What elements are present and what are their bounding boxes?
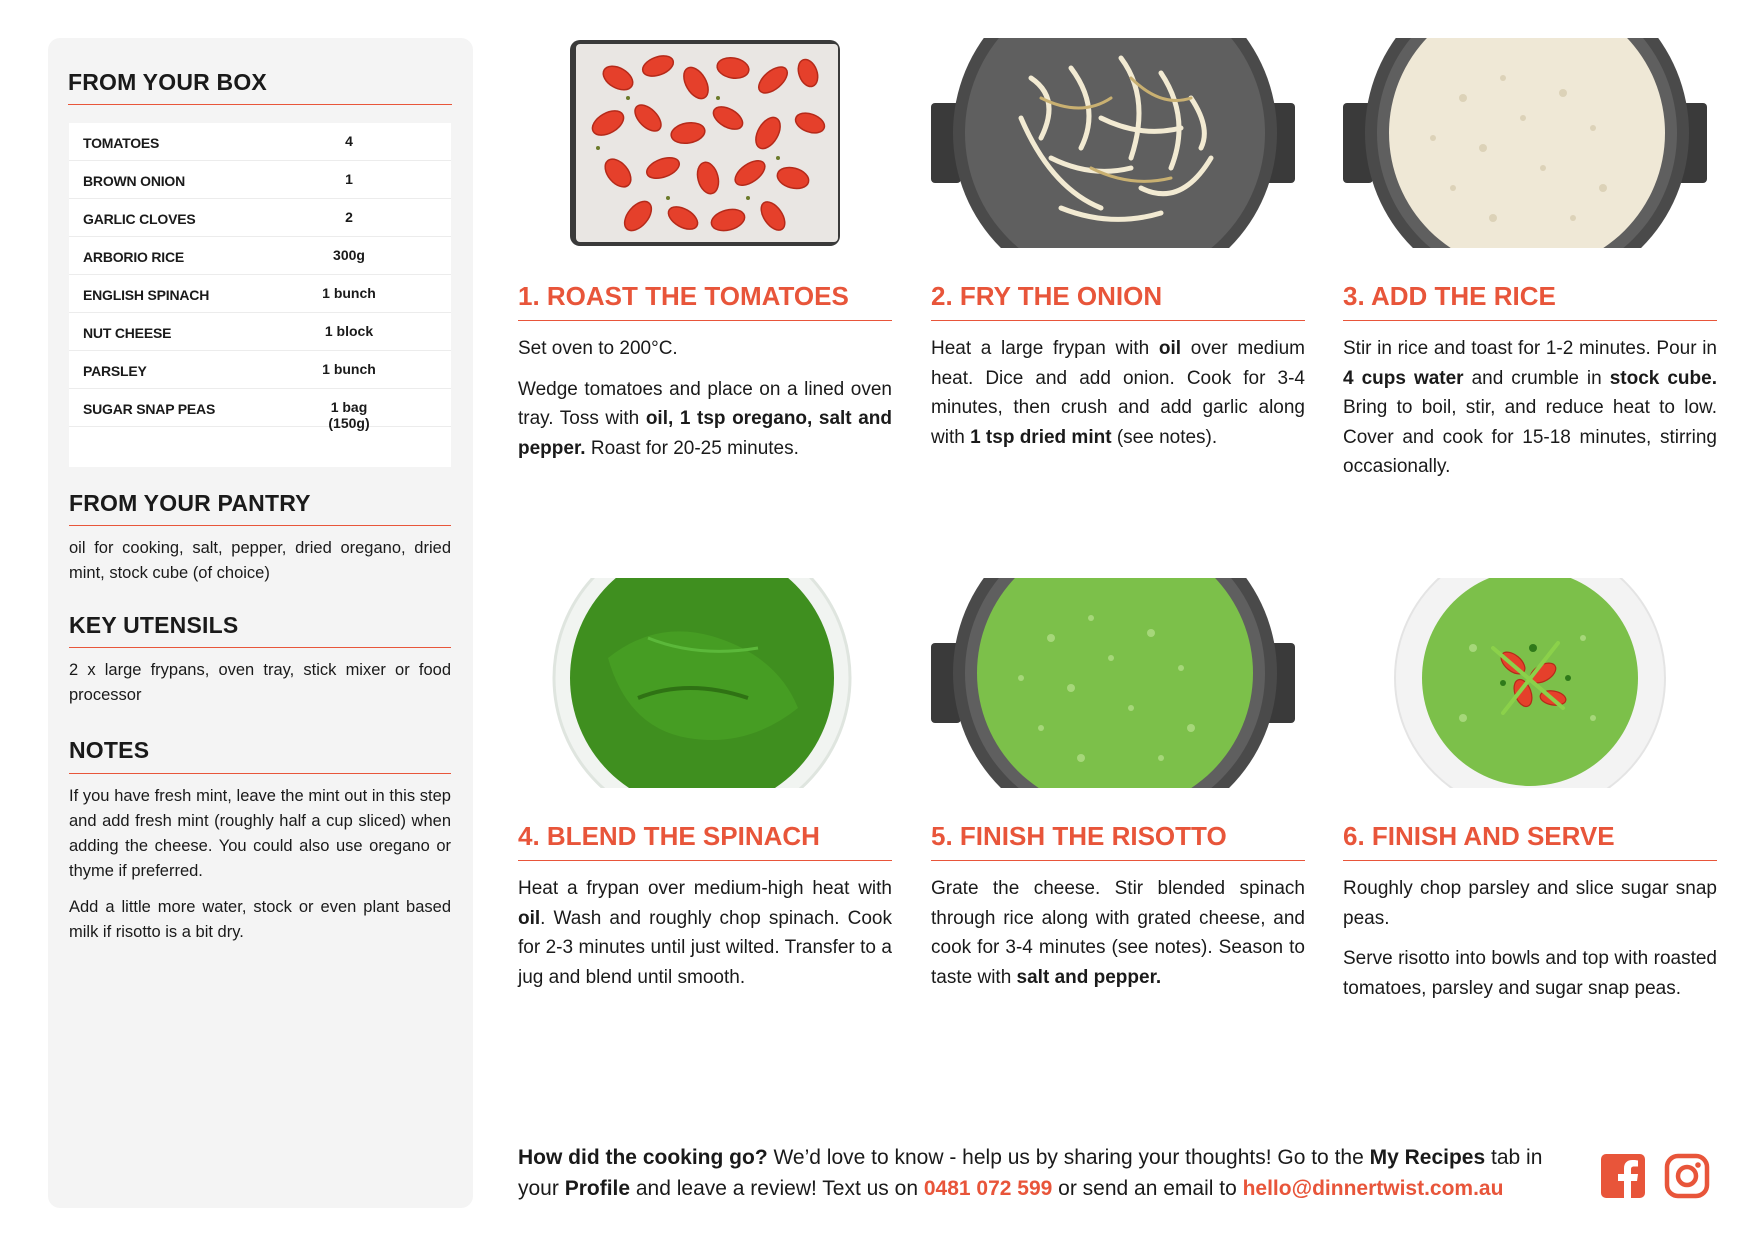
table-row [69,161,451,199]
step-3-title: 3. ADD THE RICE [1343,281,1556,311]
step-4-rule [518,860,892,861]
ingredient-qty: 1 block [324,323,374,339]
ingredient-name: ARBORIO RICE [83,249,185,265]
step-1-text: Set oven to 200°C. [518,338,678,359]
pantry-text: oil for cooking, salt, pepper, dried oregano, dried mint, stock cube (of choice) [69,539,451,582]
ingredient-name: NUT CHEESE [83,325,172,341]
table-row [69,389,451,431]
step-6-body [1343,874,1717,1014]
table-row [69,237,451,275]
step-5-body [931,874,1305,1003]
ingredient-qty: 1 bunch [322,285,376,301]
step-4-bold: oil [518,907,541,929]
ingredients-sidebar [48,38,473,1208]
footer-text: We’d love to know - help us by sharing your thoughts! Go to the [767,1146,1370,1169]
step-5-bold: salt and pepper. [1016,966,1162,988]
served-risotto-photo [1343,578,1717,788]
notes-heading: NOTES [69,737,150,763]
step-6-text: Serve risotto into bowls and top with roasted tomatoes, parsley and sugar snap peas. [1343,948,1717,999]
step-3-body [1343,334,1717,493]
ingredient-name: TOMATOES [83,135,160,151]
step-1-body [518,334,892,474]
footer-text: tab in your [518,1146,1543,1200]
footer-question: How did the cooking go? [518,1146,768,1169]
notes-heading-rule [69,773,451,774]
step-1-title: 1. ROAST THE TOMATOES [518,281,849,311]
box-ingredients-table [69,123,451,467]
note-1: If you have fresh mint, leave the mint out in this step and add fresh mint (roughly half a cup sliced) when adding the cheese. You could also use oregano or thyme if preferred. [69,787,451,880]
step-2-rule [931,320,1305,321]
table-row [69,351,451,389]
green-risotto-photo [931,578,1305,788]
ingredient-qty: 1 [345,171,353,187]
step-5-rule [931,860,1305,861]
step-6-title: 6. FINISH AND SERVE [1343,821,1615,851]
notes-text [69,784,451,956]
step-1-text: Roast for 20-25 minutes. [585,437,799,459]
rice-frypan-photo [1343,38,1717,248]
step-2-title: 2. FRY THE ONION [931,281,1163,311]
footer-text: and leave a review! Text us on [630,1177,924,1200]
box-heading-rule [68,104,452,105]
step-3-text: Stir in rice and toast for 1-2 minutes. Pour in [1343,338,1717,359]
step-3-rule [1343,320,1717,321]
utensils-heading: KEY UTENSILS [69,612,239,638]
instagram-icon[interactable] [1664,1153,1710,1199]
table-row [69,199,451,237]
phone-link[interactable]: 0481 072 599 [923,1177,1053,1200]
profile-label: Profile [564,1177,631,1200]
step-1-rule [518,320,892,321]
utensils-text: 2 x large frypans, oven tray, stick mixer or food processor [69,661,451,704]
ingredient-qty: 1 bag (150g) [328,399,370,431]
step-2-body [931,334,1305,463]
box-heading: FROM YOUR BOX [68,69,267,95]
roasted-tomatoes-photo [518,38,892,248]
blended-spinach-photo [518,578,892,788]
my-recipes-label: My Recipes [1369,1146,1486,1169]
step-1-text: Wedge tomatoes and place on a lined oven tray. Toss with [518,378,892,429]
step-2-bold: oil [1158,338,1182,359]
step-6-rule [1343,860,1717,861]
onion-frypan-photo [931,38,1305,248]
ingredient-name: PARSLEY [83,363,147,379]
ingredient-qty: 4 [345,133,353,149]
step-2-bold: 1 tsp dried mint [970,426,1112,448]
table-row [69,275,451,313]
ingredient-name: BROWN ONION [83,173,186,189]
step-5-title: 5. FINISH THE RISOTTO [931,821,1227,851]
step-2-text: Heat a large frypan with [931,338,1159,359]
step-2-text: (see notes). [1111,426,1218,448]
table-row [69,123,451,161]
table-row [69,313,451,351]
step-6-text: Roughly chop parsley and slice sugar snap peas. [1343,878,1717,929]
step-1-bold: oil, 1 tsp oregano, salt and pepper. [518,408,892,459]
pantry-heading-rule [69,525,451,526]
pantry-heading: FROM YOUR PANTRY [69,490,311,516]
email-link[interactable]: hello@dinnertwist.com.au [1242,1177,1504,1200]
ingredient-name: GARLIC CLOVES [83,211,196,227]
step-3-text: Bring to boil, stir, and reduce heat to low. Cover and cook for 15-18 minutes, stirring occasionally. [1343,397,1717,477]
step-4-text: Heat a frypan over medium-high heat with [518,878,892,899]
step-3-bold: 4 cups water [1343,367,1464,389]
note-2: Add a little more water, stock or even plant based milk if risotto is a bit dry. [69,898,451,941]
step-3-text: and crumble in [1463,367,1610,389]
ingredient-qty: 2 [345,209,353,225]
utensils-heading-rule [69,647,451,648]
feedback-footer [518,1142,1578,1204]
step-3-bold: stock cube. [1609,367,1717,389]
step-4-title: 4. BLEND THE SPINACH [518,821,820,851]
step-2-text: over medium heat. Dice and add onion. Cook for 3-4 minutes, then crush and add garlic along with [931,338,1305,448]
facebook-icon[interactable] [1600,1153,1646,1199]
ingredient-name: SUGAR SNAP PEAS [83,401,216,417]
ingredient-qty: 1 bunch [322,361,376,377]
ingredient-name: ENGLISH SPINACH [83,287,210,303]
ingredient-qty: 300g [333,247,365,263]
step-5-text: Grate the cheese. Stir blended spinach through rice along with grated cheese, and cook for 3-4 minutes (see notes). Season to taste with [931,878,1305,988]
step-4-body [518,874,892,1003]
step-4-text: . Wash and roughly chop spinach. Cook for 2-3 minutes until just wilted. Transfer to a jug and blend until smooth. [518,907,892,988]
footer-text: or send an email to [1052,1177,1243,1200]
